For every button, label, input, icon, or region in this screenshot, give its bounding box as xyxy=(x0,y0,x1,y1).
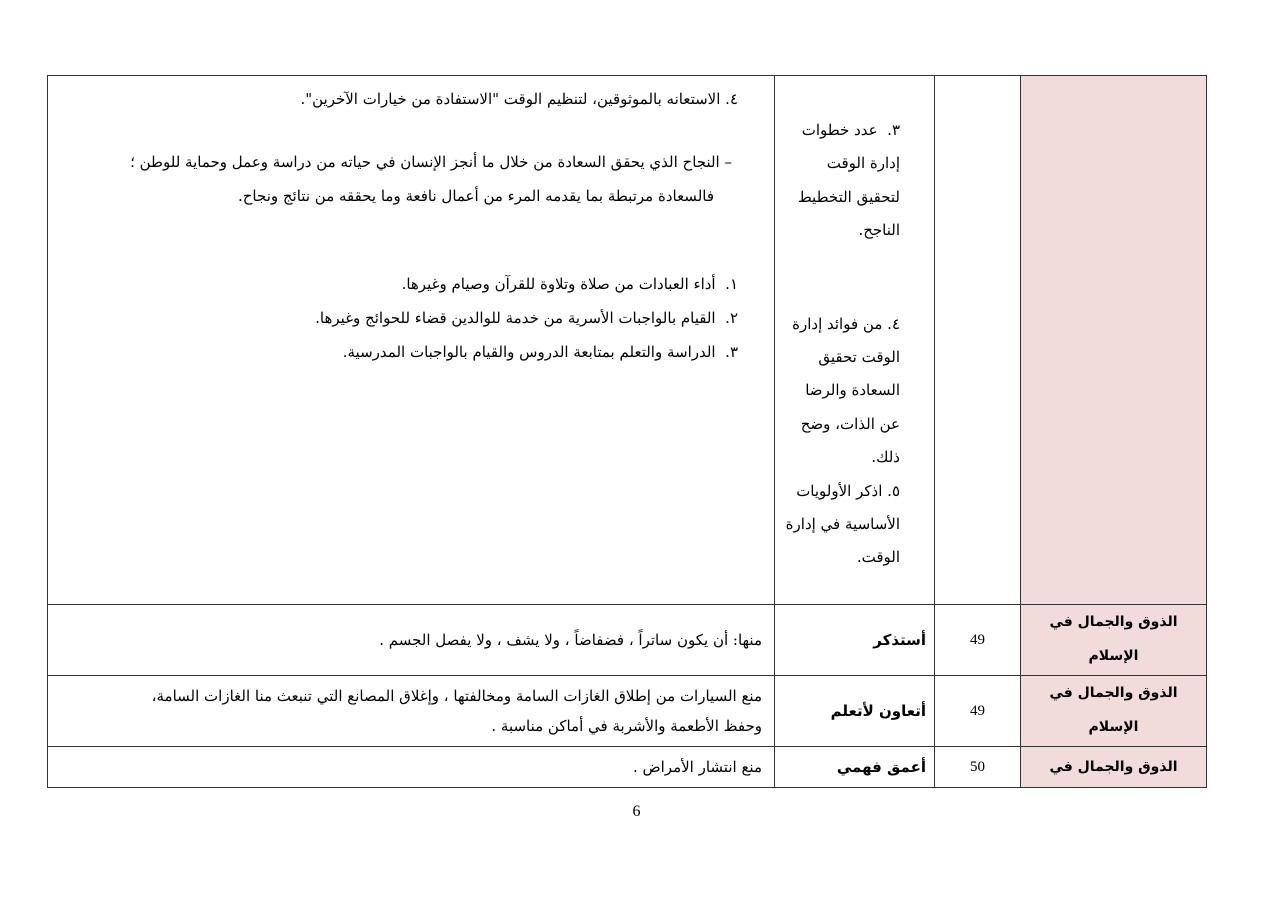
question-line: الأساسية في إدارة xyxy=(785,515,900,534)
activity-label: أعمق فهمي xyxy=(775,747,935,788)
question-line: الناجح. xyxy=(858,221,900,240)
question-line: من فوائد إدارة xyxy=(792,314,883,333)
question-line: الوقت. xyxy=(856,548,900,567)
answer-line: وحفظ الأطعمة والأشربة في أماكن مناسبة . xyxy=(491,717,762,735)
list-item xyxy=(60,267,762,301)
activity-label: أتعاون لأتعلم xyxy=(775,676,935,747)
unit-title: الذوق والجمال في الإسلام xyxy=(1049,614,1178,664)
list-item xyxy=(60,301,762,335)
question-line: عن الذات، وضح xyxy=(800,414,900,433)
answer-text: منع انتشار الأمراض . xyxy=(632,758,762,776)
list-text: القيام بالواجبات الأسرية من خدمة للوالدين قضاء للحوائج وغيرها. xyxy=(315,309,716,327)
unit-cell xyxy=(1021,747,1207,788)
table-row xyxy=(48,676,1207,747)
question-line: لتحقيق التخطيط xyxy=(797,187,900,206)
answer-cell xyxy=(48,605,775,676)
table-row xyxy=(48,76,1207,605)
list-text: أداء العبادات من صلاة وتلاوة للقرآن وصيام وغيرها. xyxy=(401,275,716,293)
list-number: ١. xyxy=(725,275,738,293)
activity-label: أستذكر xyxy=(775,605,935,676)
answers-cell xyxy=(48,76,775,605)
answer-line: منع السيارات من إطلاق الغازات السامة ومخالفتها ، وإغلاق المصانع التي تنبعث منا الغازات السامة، xyxy=(151,687,762,705)
unit-cell xyxy=(1021,605,1207,676)
unit-title: الذوق والجمال في xyxy=(1049,759,1178,775)
page-number-cell: 50 xyxy=(935,747,1021,788)
list-number: ٣. xyxy=(725,343,738,361)
answer-line: – النجاح الذي يحقق السعادة من خلال ما أنجز الإنسان في حياته من دراسة وعمل وحماية للوطن ؛ xyxy=(130,153,732,171)
question-number: ٥. xyxy=(887,481,900,500)
question-5 xyxy=(785,475,900,575)
list-text: الدراسة والتعلم بمتابعة الدروس والقيام بالواجبات المدرسية. xyxy=(342,343,716,361)
table-row xyxy=(48,605,1207,676)
question-line: إدارة الوقت xyxy=(826,154,900,173)
question-line: عدد خطوات xyxy=(801,121,878,139)
page-cell xyxy=(935,76,1021,605)
question-line: السعادة والرضا xyxy=(805,381,900,400)
question-4 xyxy=(785,308,900,475)
question-line: الوقت تحقيق xyxy=(818,348,900,367)
question-line: اذكر الأولويات xyxy=(796,481,883,500)
page-number: 6 xyxy=(632,803,641,820)
page-number-cell: 49 xyxy=(935,605,1021,676)
unit-cell xyxy=(1021,676,1207,747)
list-item xyxy=(60,335,762,369)
answer-line: ٤. الاستعانه بالموثوقين، لتنظيم الوقت "الاستفادة من خيارات الآخرين". xyxy=(300,90,738,108)
unit-title: الذوق والجمال في الإسلام xyxy=(1049,685,1178,735)
answer-cell xyxy=(48,747,775,788)
list-number: ٢. xyxy=(725,309,738,327)
answer-line: فالسعادة مرتبطة بما يقدمه المرء من أعمال نافعة وما يحققه من نتائج ونجاح. xyxy=(237,187,714,205)
question-line: ذلك. xyxy=(871,448,900,467)
questions-cell xyxy=(775,76,935,605)
answer-cell xyxy=(48,676,775,747)
question-number: ٣. xyxy=(887,121,900,139)
answer-table xyxy=(47,75,1207,788)
page-number-cell: 49 xyxy=(935,676,1021,747)
table-row xyxy=(48,747,1207,788)
question-3 xyxy=(785,114,900,248)
unit-cell xyxy=(1021,76,1207,605)
question-number: ٤. xyxy=(887,314,900,333)
answer-text: منها: أن يكون ساتراً ، فضفاضاً ، ولا يشف ، ولا يفصل الجسم . xyxy=(379,631,762,649)
